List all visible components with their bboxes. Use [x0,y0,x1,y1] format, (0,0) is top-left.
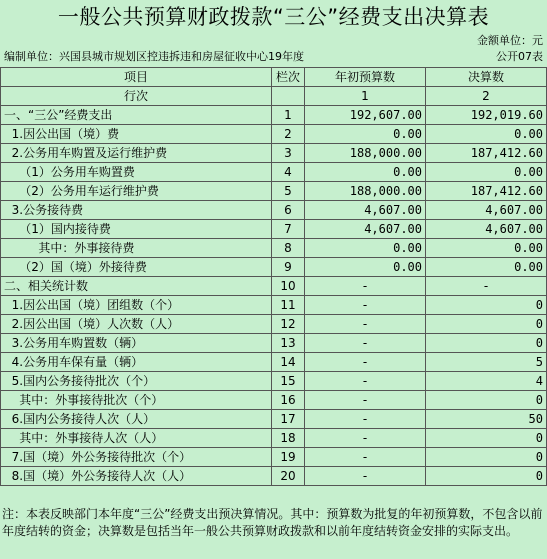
row-no: 19 [272,448,305,467]
subheader-col1: 1 [305,87,426,106]
row-item: 二、相关统计数 [1,277,272,296]
row-final: 0 [426,467,547,486]
table-row [1,296,547,315]
row-item: 其中：外事接待人次（人） [1,429,272,448]
table-row [1,106,547,125]
row-budget: - [305,353,426,372]
header-budget: 年初预算数 [305,68,426,87]
subheader-label: 行次 [1,87,272,106]
row-no: 16 [272,391,305,410]
row-final: 0 [426,448,547,467]
row-final: 187,412.60 [426,144,547,163]
row-no: 17 [272,410,305,429]
page-title: 一般公共预算财政拨款“三公”经费支出决算表 [57,5,490,29]
row-item: 3.公务接待费 [1,201,272,220]
row-item: 2.因公出国（境）人次数（人） [1,315,272,334]
row-budget: - [305,277,426,296]
row-item: （1）国内接待费 [1,220,272,239]
header-row [1,68,547,87]
subheader-col2: 2 [426,87,547,106]
row-final: 0.00 [426,163,547,182]
table-row [1,163,547,182]
table-row [1,429,547,448]
row-budget: 0.00 [305,258,426,277]
table-row [1,220,547,239]
row-no: 4 [272,163,305,182]
table-row [1,334,547,353]
org-year: 19年度 [268,50,304,63]
row-final: 4 [426,372,547,391]
row-item: 5.国内公务接待批次（个） [1,372,272,391]
row-budget: 0.00 [305,163,426,182]
table-row [1,144,547,163]
table-row [1,448,547,467]
table-row [1,182,547,201]
row-final: 0 [426,296,547,315]
row-budget: 188,000.00 [305,144,426,163]
row-final: 187,412.60 [426,182,547,201]
row-budget: 0.00 [305,125,426,144]
row-final: 192,019.60 [426,106,547,125]
row-budget: - [305,315,426,334]
row-item: 3.公务用车购置数（辆） [1,334,272,353]
row-budget: - [305,372,426,391]
table-code: 公开07表 [496,50,543,63]
row-item: 其中：外事接待费 [1,239,272,258]
row-no: 10 [272,277,305,296]
row-budget: 4,607.00 [305,220,426,239]
row-no: 3 [272,144,305,163]
row-no: 20 [272,467,305,486]
row-final: 50 [426,410,547,429]
row-no: 7 [272,220,305,239]
footnote: 注：本表反映部门本年度“三公”经费支出预决算情况。其中：预算数为批复的年初预算数，不包含以前年度结转的资金；决算数是包括当年一般公共预算财政拨款和以前年度结转资金安排的实际支出。 [2,507,543,538]
row-final: 0 [426,429,547,448]
table-row [1,315,547,334]
row-no: 18 [272,429,305,448]
table-row [1,201,547,220]
table-row [1,125,547,144]
row-budget: 4,607.00 [305,201,426,220]
org-name: 编制单位：兴国县城市规划区控违拆违和房屋征收中心 [4,50,268,63]
table-row [1,353,547,372]
row-budget: - [305,334,426,353]
row-budget: - [305,391,426,410]
row-final: 4,607.00 [426,220,547,239]
unit-label: 金额单位：元 [477,34,543,47]
row-final: 0.00 [426,239,547,258]
row-item: 1.因公出国（境）团组数（个） [1,296,272,315]
row-item: 1.因公出国（境）费 [1,125,272,144]
table-row [1,391,547,410]
row-no: 12 [272,315,305,334]
table-row [1,239,547,258]
row-no: 6 [272,201,305,220]
row-item: 其中：外事接待批次（个） [1,391,272,410]
row-no: 5 [272,182,305,201]
row-budget: 188,000.00 [305,182,426,201]
row-no: 14 [272,353,305,372]
row-no: 11 [272,296,305,315]
row-item: （1）公务用车购置费 [1,163,272,182]
subheader-row [1,87,547,106]
header-item: 项目 [1,68,272,87]
row-final: 0 [426,315,547,334]
expense-table [0,67,547,486]
row-item: 6.国内公务接待人次（人） [1,410,272,429]
row-final: 0.00 [426,258,547,277]
row-budget: - [305,296,426,315]
table-row [1,258,547,277]
row-final: 0 [426,391,547,410]
row-item: 7.国（境）外公务接待批次（个） [1,448,272,467]
table-row [1,372,547,391]
row-budget: - [305,429,426,448]
row-no: 9 [272,258,305,277]
row-no: 15 [272,372,305,391]
row-item: 8.国（境）外公务接待人次（人） [1,467,272,486]
row-final: - [426,277,547,296]
row-no: 2 [272,125,305,144]
row-no: 8 [272,239,305,258]
row-no: 1 [272,106,305,125]
subheader-blank [272,87,305,106]
table-row [1,410,547,429]
row-item: 2.公务用车购置及运行维护费 [1,144,272,163]
row-item: 4.公务用车保有量（辆） [1,353,272,372]
header-final: 决算数 [426,68,547,87]
row-budget: 0.00 [305,239,426,258]
row-final: 0 [426,334,547,353]
row-item: 一、“三公”经费支出 [1,106,272,125]
row-item: （2）公务用车运行维护费 [1,182,272,201]
org-label [4,50,304,64]
header-no: 栏次 [272,68,305,87]
row-final: 4,607.00 [426,201,547,220]
table-body [1,106,547,486]
table-row [1,467,547,486]
row-budget: 192,607.00 [305,106,426,125]
row-item: （2）国（境）外接待费 [1,258,272,277]
row-final: 0.00 [426,125,547,144]
row-budget: - [305,410,426,429]
row-budget: - [305,448,426,467]
row-budget: - [305,467,426,486]
row-final: 5 [426,353,547,372]
table-row [1,277,547,296]
row-no: 13 [272,334,305,353]
